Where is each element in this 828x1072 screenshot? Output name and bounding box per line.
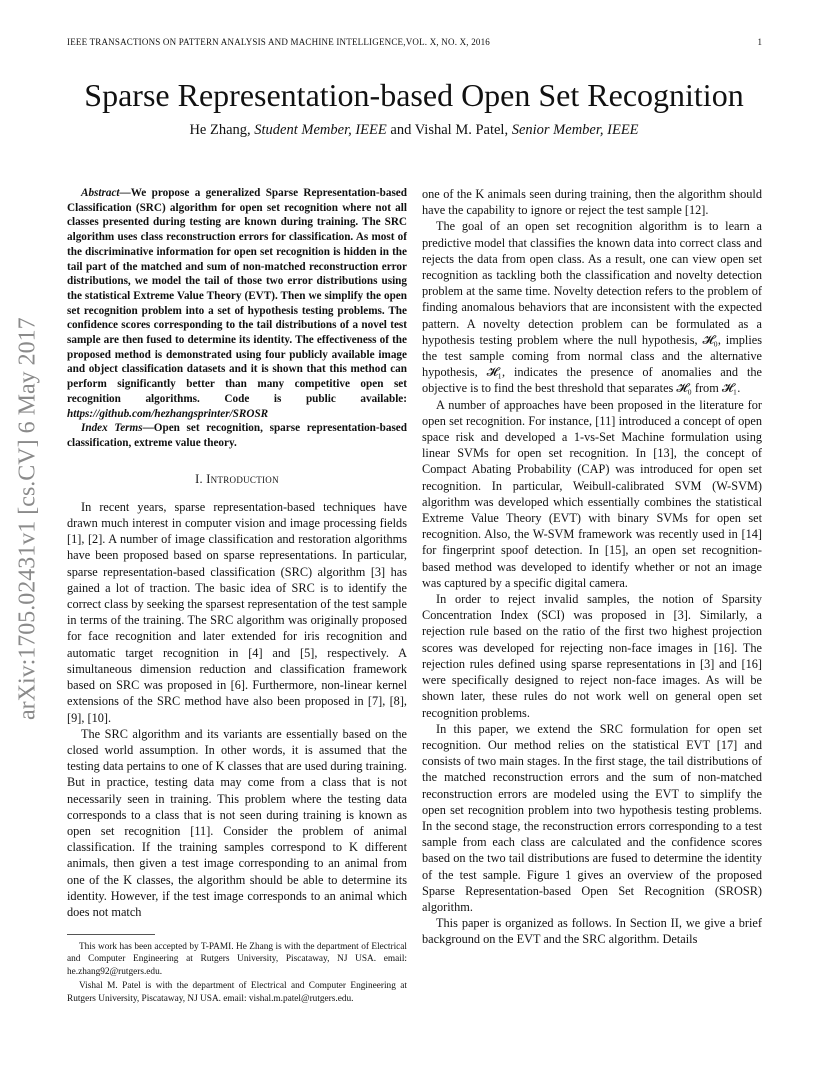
abstract-text: —We propose a generalized Sparse Representation-based Classification (SRC) algorithm for open set recognition where not all classes presented during testing are known during training. The SRC algorithm uses class reconstruction errors for classification. As most of the discriminative information for open set recognition is hidden in the tail part of the matched and sum of non-matched reconstruction error distributions, we model the tail of those two error distributions using the statistical Extreme Value Theory (EVT). Then we simplify the open set recognition problem into a set of hypothesis testing problems. The confidence scores corresponding to the tail distributions of a novel test sample are then fused to determine its identity. The effectiveness of the proposed method is demonstrated using four publicly available image and object classification datasets and it is shown that this method can perform significantly better than many competitive open set recognition algorithms. Code is public available:	[67, 187, 407, 405]
author-2-role: Senior Member, IEEE	[511, 122, 639, 138]
intro-paragraph-1: In recent years, sparse representation-based techniques have drawn much interest in computer vision and image processing fields [1], [2]. A number of image classification and restoration algorithms have been proposed based on sparse representations. In particular, sparse representation-based classification (SRC) algorithm [3] has gained a lot of traction. The basic idea of SRC is to identify the correct class by seeking the sparsest representation of the test sample in terms of the training. The SRC algorithm was originally proposed for face recognition and later extended for iris recognition and automatic target recognition in [4] and [5], respectively. A simultaneous dimension reduction and classification framework based on SRC was proposed in [6]. Furthermore, non-linear kernel extensions of the SRC method have also been proposed in [7], [8], [9], [10].	[67, 499, 407, 725]
index-terms-label: Index Terms	[81, 422, 143, 435]
section-heading-introduction: I. Introduction	[195, 471, 279, 486]
left-column	[67, 186, 407, 920]
index-terms	[67, 421, 407, 450]
right-paragraph-5: In this paper, we extend the SRC formulation for open set recognition. Our method relies on the statistical EVT [17] and consists of two main stages. In the first stage, the tail distributions of the matched reconstruction errors and the sum of non-matched reconstruction errors are modeled using the EVT to simplify the open set recognition problem into two hypothesis testing problems. In the second stage, the reconstruction errors corresponding to a test sample from each class are calculated and the confidence scores based on the two tail distributions are fused to determine the identity of the test sample. Figure 1 gives an overview of the proposed Sparse Representation-based Open Set Recognition (SROSR) algorithm.	[422, 721, 762, 914]
author-2-name: Vishal M. Patel,	[414, 122, 509, 138]
right-paragraph-1: one of the K animals seen during training, then the algorithm should have the capability to ignore or reject the test sample [12].	[422, 187, 762, 218]
author-line	[0, 122, 828, 139]
footnote-rule	[67, 934, 155, 935]
right-paragraph-2: The goal of an open set recognition algorithm is to learn a predictive model that classifies the known data into correct class and rejects the data from open class. As a result, one can view open set recognition as tackling both the classification and novelty detection problem at the same time. Novelty detection refers to the problem of finding anomalous behaviors that are inconsistent with the expected pattern. A novelty detection problem can be formulated as a hypothesis testing problem where the null hypothesis, 𝓗₀, implies the test sample coming from normal class and the alternative hypothesis, 𝓗₁, indicates the presence of anomalies and the objective is to find the best threshold that separates 𝓗₀ from 𝓗₁.	[422, 219, 762, 396]
running-head: IEEE TRANSACTIONS ON PATTERN ANALYSIS AND MACHINE INTELLIGENCE,VOL. X, NO. X, 2016	[67, 37, 490, 47]
right-paragraph-3: A number of approaches have been proposed in the literature for open set recognition. For instance, [11] introduced a concept of open space risk and developed a 1-vs-Set Machine formulation using linear SVMs for open set recognition. In [13], the concept of Compact Abating Probability (CAP) was introduced for open set recognition. In particular, Weibull-calibrated SVM (W-SVM) algorithm was developed which essentially combines the statistical Extreme Value Theory (EVT) with binary SVMs for open set recognition. Also, the W-SVM framework was recently used in [14] for fingerprint spoof detection. In [15], an open set recognition-based method was developed to identify whether or not an image was captured by a specific digital camera.	[422, 397, 762, 590]
intro-paragraph-2: The SRC algorithm and its variants are essentially based on the closed world assumption. In other words, it is assumed that the testing data pertains to one of K classes that are used during training. But in practice, testing data may come from a class that is not necessarily seen in training. This problem where the testing data corresponds to a class that is not seen during training is known as open set recognition [11]. Consider the problem of animal classification. If the training samples correspond to K different animals, then given a test image corresponding to an animal from one of the K classes, the algorithm should be able to determine its identity. However, if the test image corresponds to an animal which does not match	[67, 726, 407, 919]
footnote-1: This work has been accepted by T-PAMI. He Zhang is with the department of Electrical and Computer Engineering at Rutgers University, Piscataway, NJ USA. email: he.zhang92@rutgers.edu.	[67, 942, 407, 977]
author-1-role: Student Member, IEEE	[254, 122, 387, 138]
right-paragraph-6: This paper is organized as follows. In Section II, we give a brief background on the EVT and the SRC algorithm. Details	[422, 916, 762, 947]
code-url-link[interactable]: https://github.com/hezhangsprinter/SROSR	[67, 407, 269, 420]
footnotes	[67, 934, 407, 1007]
author-conjunction: and	[390, 122, 412, 138]
paper-title: Sparse Representation-based Open Set Recognition	[84, 77, 744, 113]
abstract-label: Abstract	[81, 187, 120, 199]
abstract	[67, 186, 407, 421]
author-1-name: He Zhang,	[189, 122, 251, 138]
footnote-2: Vishal M. Patel is with the department of Electrical and Computer Engineering at Rutgers University, Piscataway, NJ USA. email: vishal.m.patel@rutgers.edu.	[67, 981, 407, 1004]
index-terms-text: —Open set recognition, sparse representation-based classification, extreme value theory.	[67, 422, 407, 449]
arxiv-stamp: arXiv:1705.02431v1 [cs.CV] 6 May 2017	[14, 317, 41, 721]
page-number: 1	[757, 37, 762, 47]
right-paragraph-4: In order to reject invalid samples, the notion of Sparsity Concentration Index (SCI) was proposed in [3]. Similarly, a rejection rule based on the ratio of the first two highest projection scores was developed for rejecting non-face images in [16]. The rejection rules defined using sparse representations in [3] and [16] were specifically designed to reject non-face images. As will be shown later, these rules do not work well on general open set recognition problems.	[422, 592, 762, 720]
right-column	[422, 186, 762, 948]
